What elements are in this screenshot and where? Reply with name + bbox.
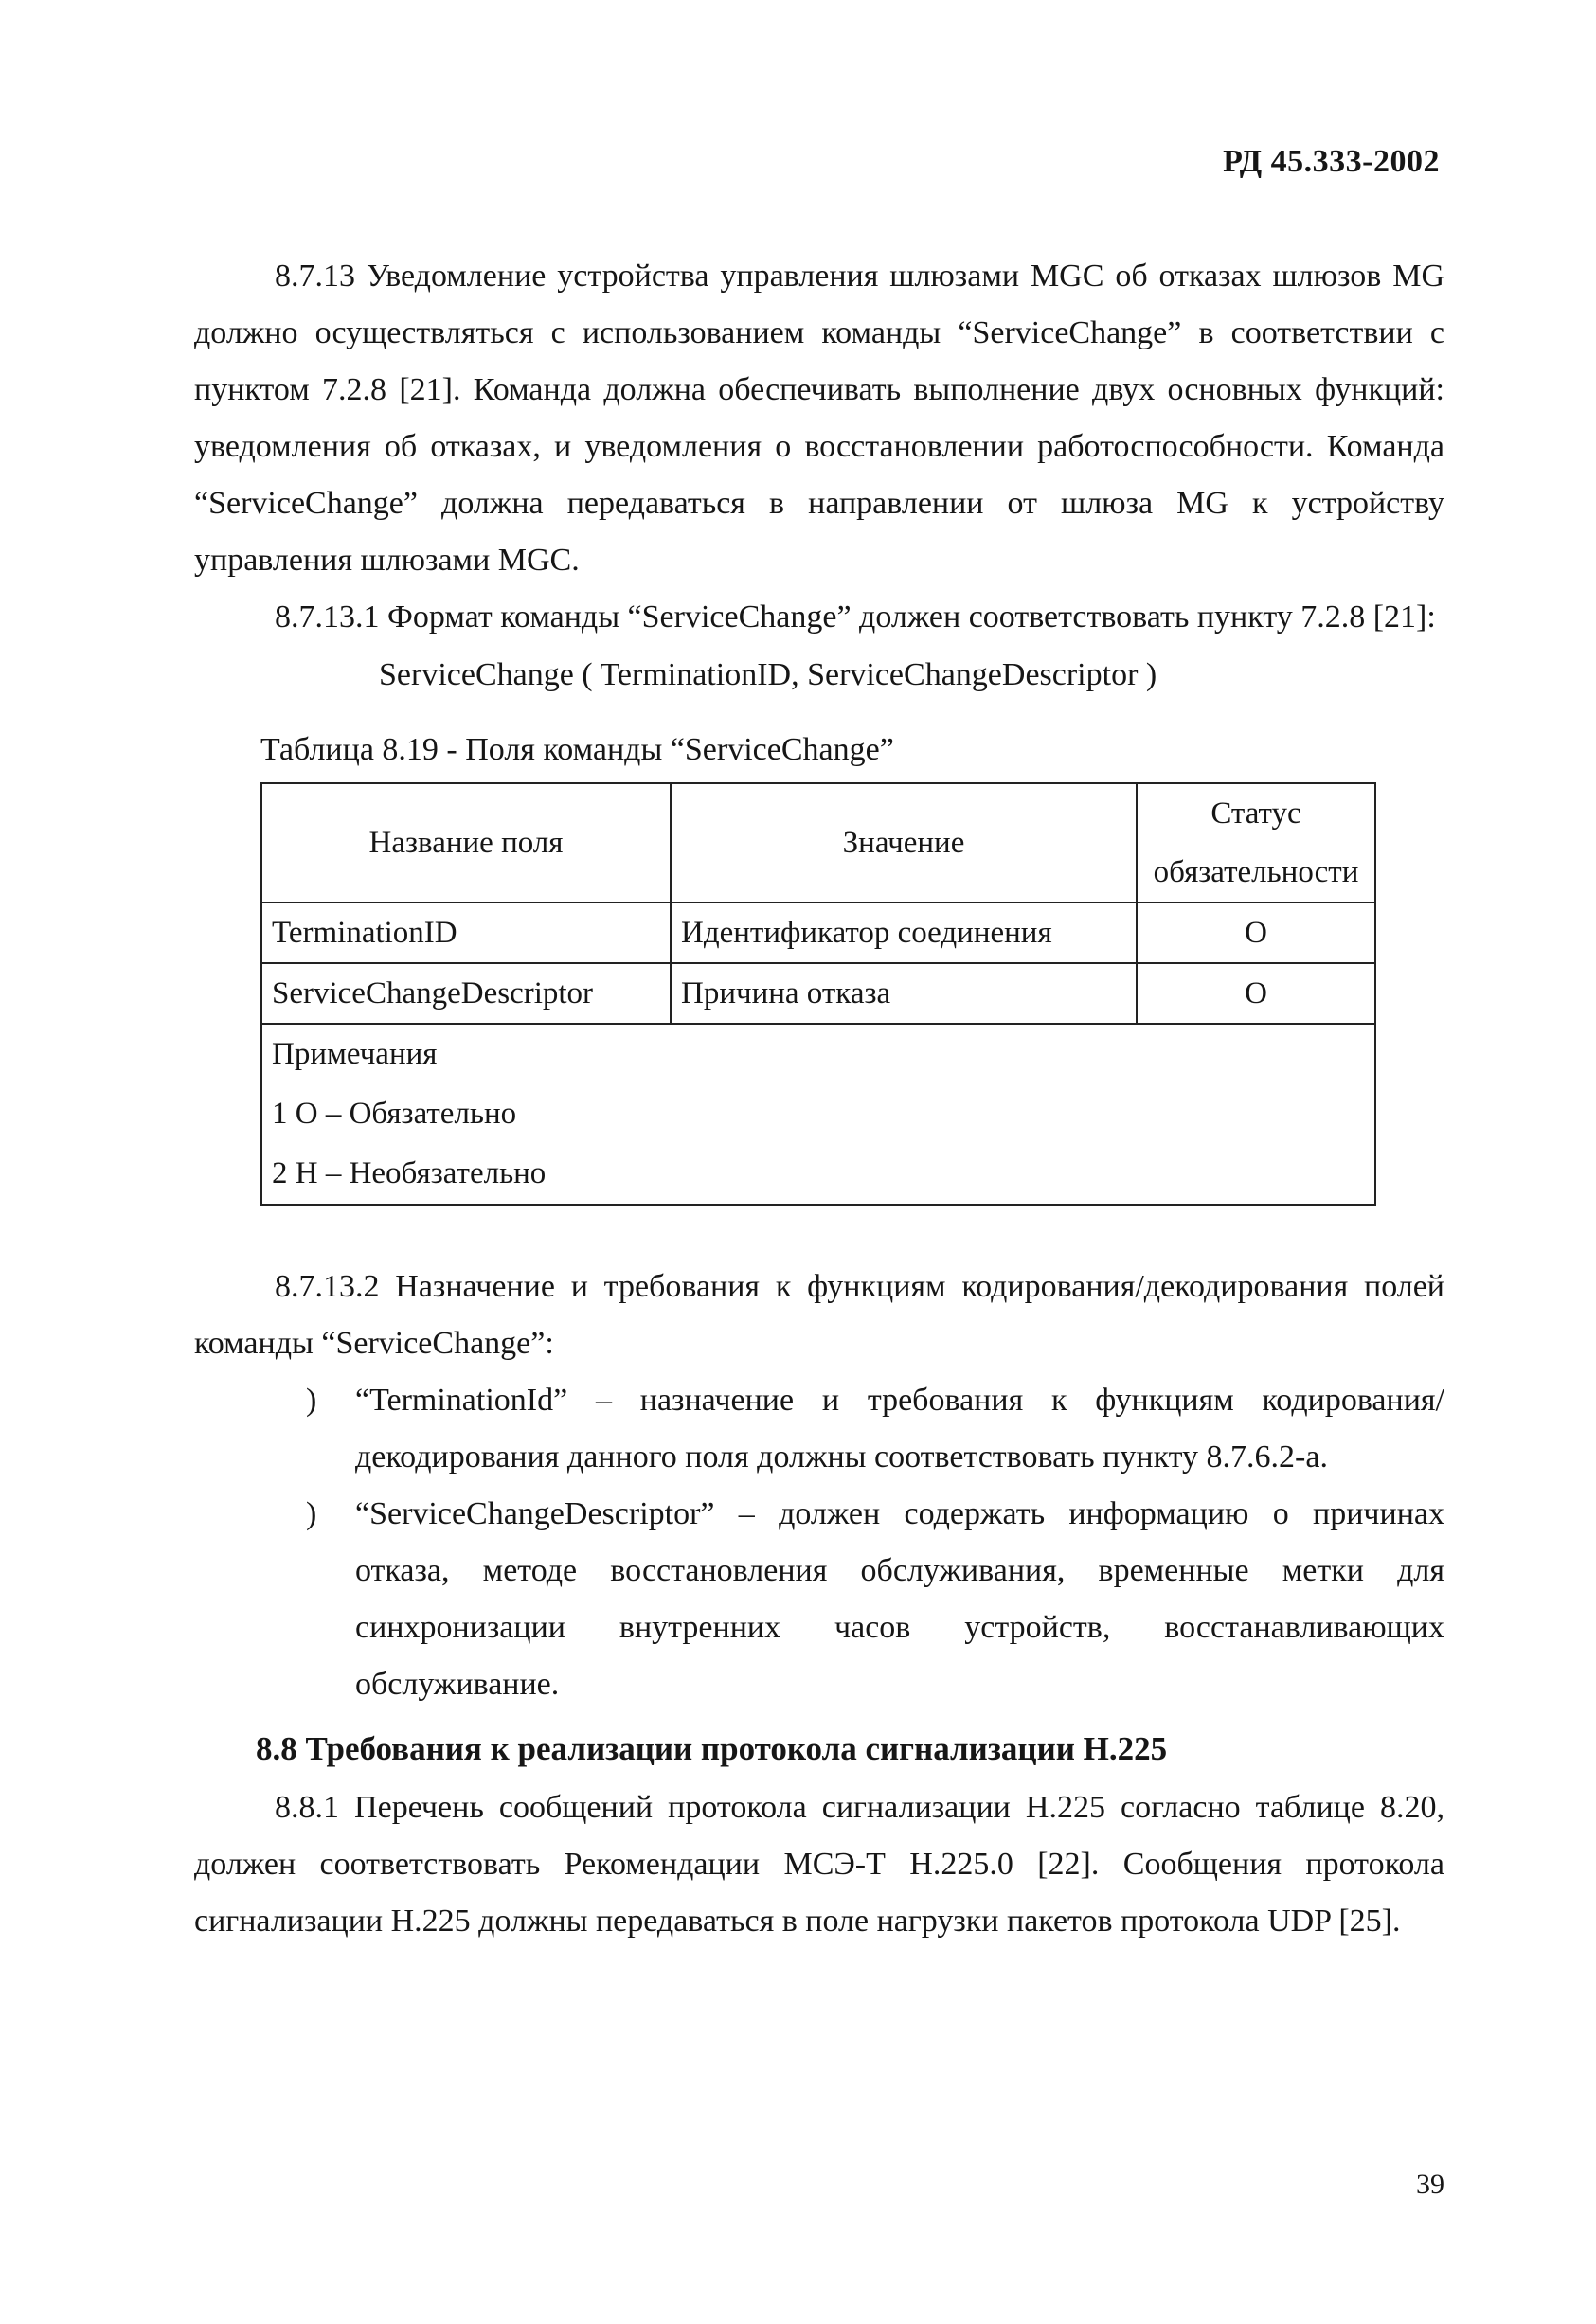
- cell-value: Причина отказа: [671, 963, 1137, 1024]
- table-notes-row: [261, 1024, 1375, 1205]
- header-field-name: Название поля: [261, 783, 671, 903]
- header-value: Значение: [671, 783, 1137, 903]
- list-item: [194, 1486, 1444, 1713]
- paragraph-8-7-13: 8.7.13 Уведомление устройства управления шлюзами MGC об отказах шлюзов MG должно осуществляться с использованием команды “ServiceChange” в соответствии с пунктом 7.2.8 [21]. Команда должна обеспечивать выполнение двух основных функций: уведомления об отказах, и уведомления о восстановлении работоспособности. Команда “ServiceChange” должна передаваться в направлении от шлюза MG к устройству управления шлюзами MGC.: [194, 259, 1444, 578]
- header-status-line2: обязательности: [1153, 855, 1359, 889]
- section-8-8-heading: 8.8 Требования к реализации протокола сигнализации Н.225: [256, 1730, 1168, 1767]
- table-header-row: [261, 783, 1375, 903]
- command-format-formula: ServiceChange ( TerminationID, ServiceChangeDescriptor ): [379, 657, 1157, 692]
- cell-status: О: [1137, 903, 1375, 963]
- notes-title: Примечания: [272, 1037, 438, 1071]
- paragraph-8-8-1: 8.8.1 Перечень сообщений протокола сигнализации Н.225 согласно таблице 8.20, должен соответствовать Рекомендации МСЭ-Т Н.225.0 [22]. Сообщения протокола сигнализации Н.225 должны передаваться в поле нагрузки пакетов протокола UDP [25].: [194, 1790, 1444, 1939]
- list-item-text: “TerminationId” – назначение и требования к функциям кодирования/декодирования данного поля должны соответствовать пункту 8.7.6.2-а.: [355, 1383, 1444, 1475]
- note-item: 2 Н – Необязательно: [272, 1156, 547, 1190]
- spacer: [194, 1206, 1444, 1259]
- cell-field: ServiceChangeDescriptor: [261, 963, 671, 1024]
- table-caption: Таблица 8.19 - Поля команды “ServiceChange”: [260, 732, 894, 767]
- header-status: [1137, 783, 1375, 903]
- table-row: [261, 903, 1375, 963]
- list-marker: ): [306, 1496, 317, 1531]
- paragraph-8-7-13-1: 8.7.13.1 Формат команды “ServiceChange” должен соответствовать пункту 7.2.8 [21]:: [275, 599, 1436, 635]
- page-content: [194, 248, 1444, 1950]
- servicechange-fields-table: [260, 782, 1376, 1206]
- cell-value: Идентификатор соединения: [671, 903, 1137, 963]
- table-row: [261, 963, 1375, 1024]
- list-item-text: “ServiceChangeDescriptor” – должен содержать информацию о причинах отказа, методе восстановления обслуживания, временные метки для синхронизации внутренних часов устройств, восстанавливающих обслуживание.: [355, 1496, 1444, 1702]
- note-item: 1 О – Обязательно: [272, 1097, 517, 1131]
- table-notes: [261, 1024, 1375, 1205]
- cell-status: О: [1137, 963, 1375, 1024]
- header-status-line1: Статус: [1210, 796, 1301, 831]
- cell-field: TerminationID: [261, 903, 671, 963]
- paragraph-8-7-13-2: 8.7.13.2 Назначение и требования к функциям кодирования/декодирования полей команды “ServiceChange”:: [194, 1269, 1444, 1361]
- document-code-header: РД 45.333-2002: [1223, 144, 1440, 179]
- page-number: 39: [1416, 2169, 1444, 2200]
- list-item: [194, 1372, 1444, 1486]
- list-marker: ): [306, 1383, 317, 1418]
